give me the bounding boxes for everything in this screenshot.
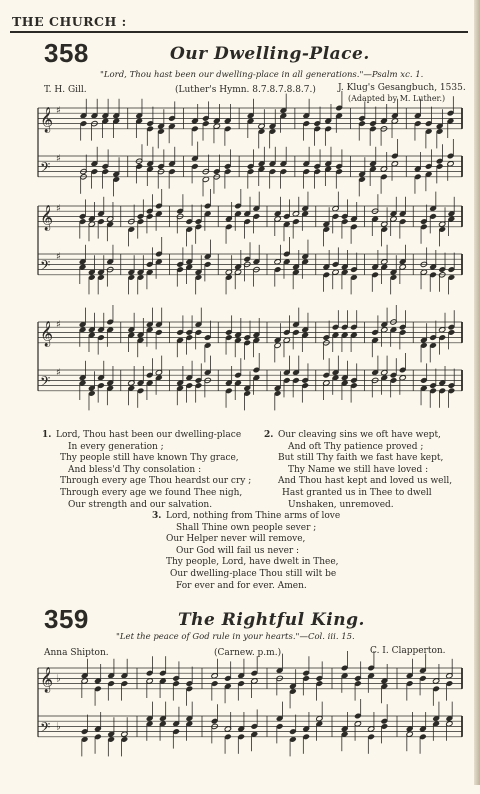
- bass-clef-icon: 𝄢: [40, 257, 51, 277]
- stanza-line: Thy people still have known Thy grace,: [60, 453, 239, 464]
- hymn-359-scripture: "Let the peace of God rule in your hearts."—Col. iii. 15.: [116, 632, 355, 642]
- stanza-1: [42, 430, 252, 511]
- stanza-line: Thy Name we still have loved :: [288, 464, 429, 475]
- hymn-359-number: 359: [44, 604, 89, 634]
- hymn-358-title: Our Dwelling-Place.: [170, 44, 370, 64]
- stanza-line: Through every age Thou heardst our cry ;: [60, 476, 252, 487]
- stanza-line: Our strength and our salvation.: [68, 499, 213, 510]
- stanza-line: For ever and for ever. Amen.: [176, 580, 307, 591]
- stanza-line: Lord, Thou hast been our dwelling-place: [56, 430, 242, 440]
- stanza-line: Our dwelling-place Thou still wilt be: [170, 568, 337, 579]
- treble-clef-icon: 𝄞: [40, 321, 54, 347]
- stanza-line: And bless'd Thy consolation :: [68, 464, 202, 475]
- hymn-359-tune: (Carnew. p.m.): [214, 648, 282, 658]
- stanza-line: Lord, nothing from Thine arms of love: [166, 511, 341, 521]
- hymn-358-adapted: (Adapted by M. Luther.): [348, 94, 446, 103]
- flat-icon: ♭: [56, 721, 61, 733]
- stanza-line: Through every age we found Thee nigh,: [60, 487, 243, 498]
- stanza-3: [152, 511, 341, 592]
- hymn-358-scripture: "Lord, Thou hast been our dwelling-place in all generations."—Psalm xc. 1.: [100, 70, 424, 80]
- treble-clef-icon: 𝄞: [40, 667, 54, 693]
- sharp-icon: ♯: [56, 105, 61, 117]
- sharp-icon: ♯: [56, 203, 61, 215]
- music-system-3: [0, 318, 480, 448]
- bass-clef-icon: 𝄢: [40, 159, 51, 179]
- stanza-line: Thy people, Lord, have dwelt in Thee,: [166, 557, 339, 568]
- sharp-icon: ♯: [56, 367, 61, 379]
- running-head: THE CHURCH :: [12, 14, 127, 29]
- bass-clef-icon: 𝄢: [40, 373, 51, 393]
- hymn-358-number: 358: [44, 38, 89, 68]
- music-system-2: [0, 202, 480, 332]
- hymn-359-author: Anna Shipton.: [44, 648, 109, 658]
- stanza-line: Hast granted us in Thee to dwell: [282, 487, 432, 498]
- stanza-line: In every generation ;: [68, 441, 164, 452]
- hymn-358-tune: (Luther's Hymn. 8.7.8.7.8.8.7.): [175, 85, 316, 95]
- hymn-358-composer: J. Klug's Gesangbuch, 1535.: [338, 83, 466, 93]
- stanza-2: [264, 430, 453, 511]
- treble-clef-icon: 𝄞: [40, 107, 54, 133]
- sharp-icon: ♯: [56, 251, 61, 263]
- running-head-rule: [10, 31, 468, 33]
- stanza-line: And oft Thy patience proved ;: [288, 441, 424, 452]
- stanza-line: And Thou hast kept and loved us well,: [278, 476, 453, 487]
- stanza-line: Unshaken, unremoved.: [288, 499, 394, 510]
- stanza-line: But still Thy faith we fast have kept,: [278, 453, 444, 464]
- sharp-icon: ♯: [56, 319, 61, 331]
- music-system-4: [0, 664, 480, 794]
- sharp-icon: ♯: [56, 153, 61, 165]
- stanza-line: Our Helper never will remove,: [166, 534, 306, 545]
- stanza-line: Our cleaving sins we oft have wept,: [278, 430, 441, 440]
- stanza-2-number: 2.: [264, 430, 274, 440]
- stanza-line: Shall Thine own people sever ;: [176, 522, 317, 533]
- flat-icon: ♭: [56, 673, 61, 685]
- hymn-358-author: T. H. Gill.: [44, 85, 87, 95]
- stanza-line: Our God will fail us never :: [176, 545, 300, 556]
- stanza-1-number: 1.: [42, 430, 52, 440]
- stanza-3-number: 3.: [152, 511, 162, 521]
- hymn-359-title: The Rightful King.: [178, 610, 365, 630]
- treble-clef-icon: 𝄞: [40, 205, 54, 231]
- hymn-359-composer: C. I. Clapperton.: [370, 646, 446, 656]
- bass-clef-icon: 𝄢: [40, 719, 51, 739]
